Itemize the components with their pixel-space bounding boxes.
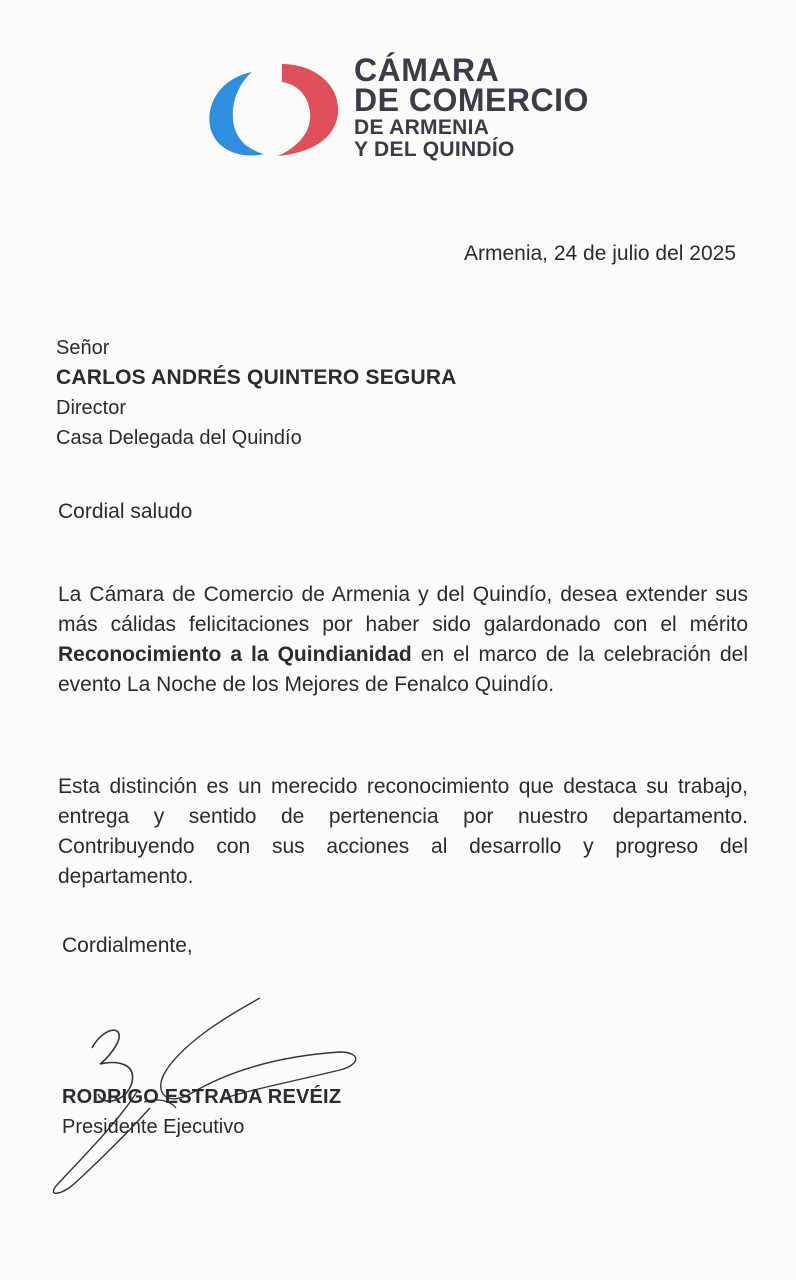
logo-line-4: Y DEL QUINDÍO <box>354 138 515 161</box>
logo-line-3: DE ARMENIA <box>354 116 490 139</box>
recipient-block <box>56 333 457 453</box>
logo-line-2: DE COMERCIO <box>354 82 589 118</box>
signer-position: Presidente Ejecutivo <box>62 1116 245 1138</box>
paragraph-1-text-end: en el marco de la celebración del evento La Noche de los Mejores de Fenalco Quindío. <box>58 643 749 696</box>
logo-blue-shape <box>209 72 264 156</box>
logo-red-shape <box>278 64 338 156</box>
letter-date: Armenia, 24 de julio del 2025 <box>463 242 736 265</box>
recipient-title: Señor <box>56 337 110 359</box>
award-name: Reconocimiento a la Quindianidad <box>58 643 412 666</box>
recipient-position: Director <box>56 397 127 419</box>
logo-line-1: CÁMARA <box>354 52 500 88</box>
paragraph-1-text-start: La Cámara de Comercio de Armenia y del Quindío, desea extender sus más cálidas felicitaciones por haber sido galardonado con el mérito <box>58 583 748 636</box>
recipient-name: CARLOS ANDRÉS QUINTERO SEGURA <box>56 366 457 389</box>
body-paragraph-2: Esta distinción es un merecido reconocimiento que destaca su trabajo, entrega y sentido de pertenencia por nuestro departamento. Contribuyendo con sus acciones al desarrollo y progreso del departamento. <box>58 775 748 888</box>
signer-block <box>62 1082 341 1142</box>
signer-name: RODRIGO ESTRADA REVÉIZ <box>62 1086 342 1108</box>
chamber-logo-icon <box>204 60 344 160</box>
body-paragraph-1 <box>58 580 748 700</box>
closing: Cordialmente, <box>62 934 193 957</box>
chamber-logo-text <box>354 54 589 160</box>
recipient-organization: Casa Delegada del Quindío <box>56 427 302 449</box>
salutation: Cordial saludo <box>58 500 193 523</box>
